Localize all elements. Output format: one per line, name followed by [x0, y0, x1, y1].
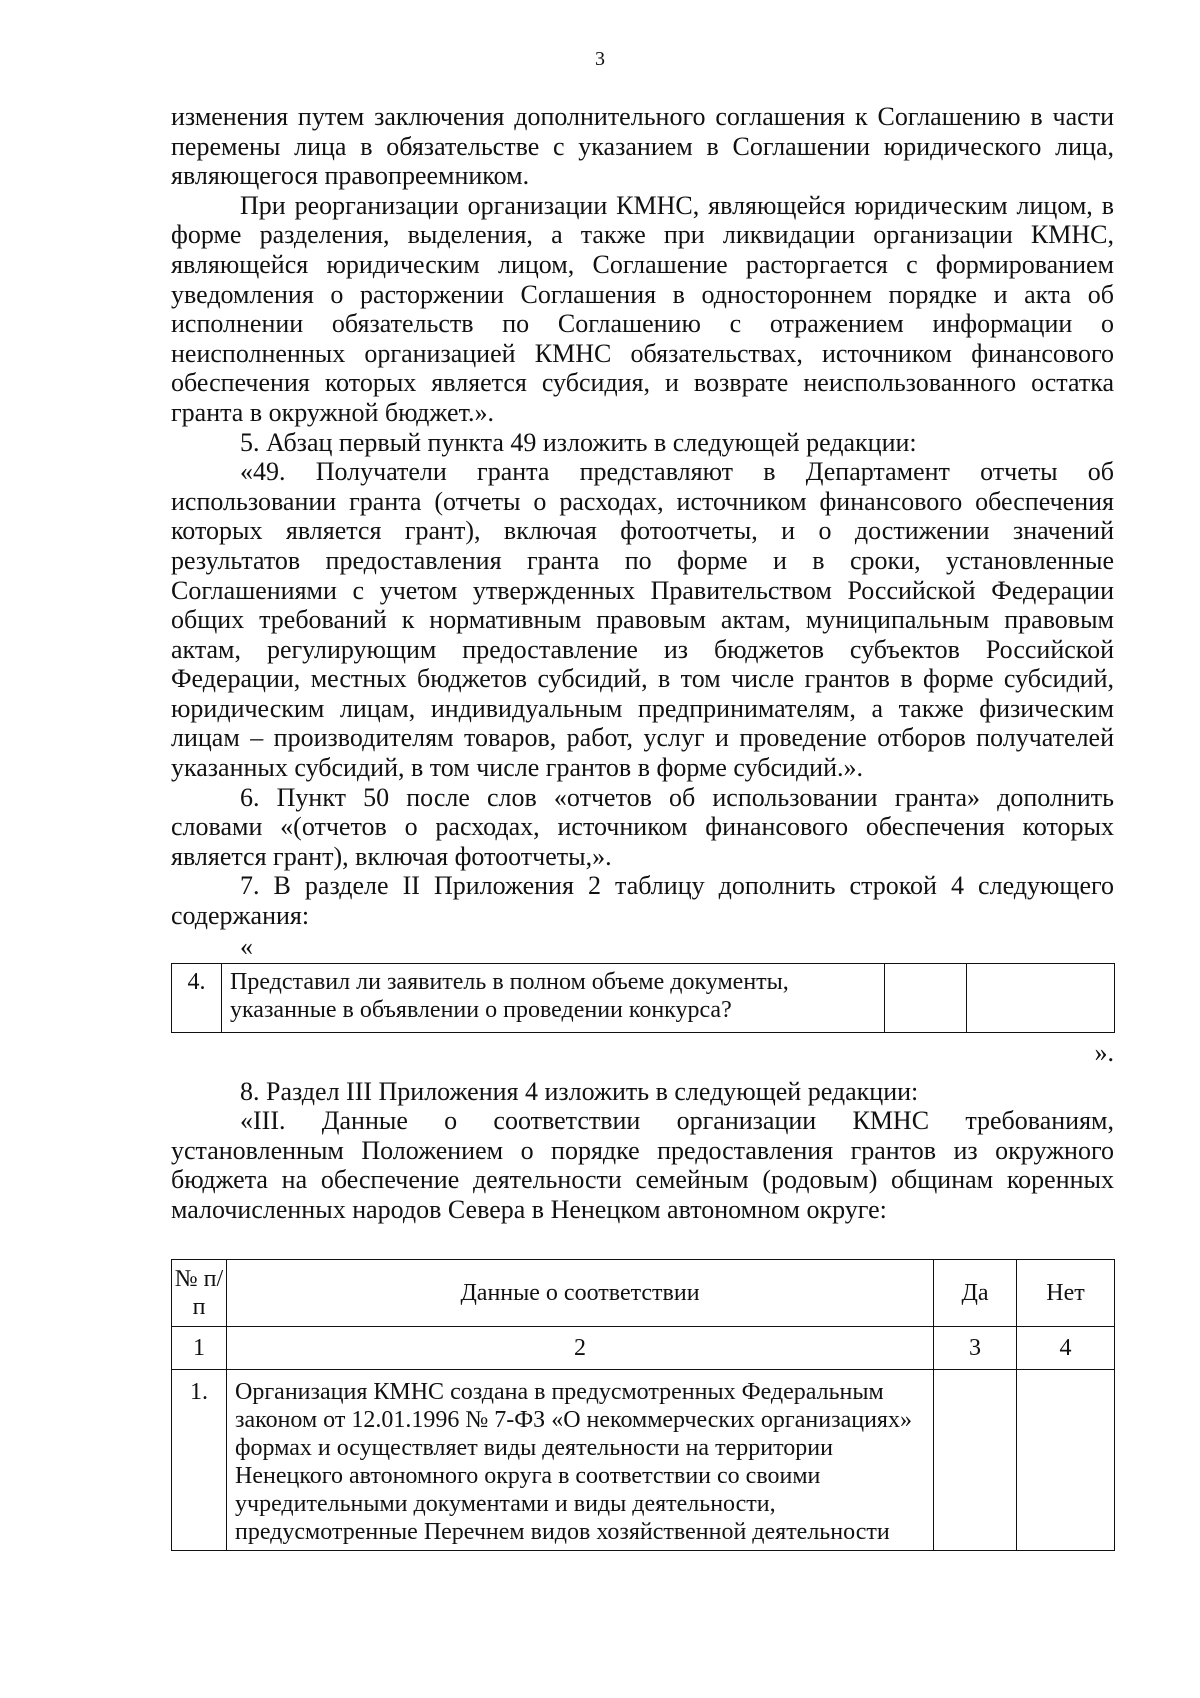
- column-number: 2: [227, 1326, 934, 1369]
- paragraph-item-8: 8. Раздел III Приложения 4 изложить в следующей редакции:: [240, 1076, 919, 1106]
- table-header-row: [172, 1259, 1115, 1326]
- appendix-2-row-table: [171, 963, 1115, 1033]
- header-data: Данные о соответствии: [227, 1259, 934, 1326]
- paragraph-item-5: 5. Абзац первый пункта 49 изложить в следующей редакции:: [240, 427, 917, 457]
- paragraph-continuation: изменения путем заключения дополнительного соглашения к Соглашению в части перемены лица в обязательстве с указанием в Соглашении юридического лица, являющегося правопреемником.: [171, 102, 1114, 191]
- header-no: Нет: [1017, 1259, 1115, 1326]
- open-quote: «: [240, 931, 253, 961]
- table-row: [172, 963, 1115, 1032]
- paragraph-item-6: 6. Пункт 50 после слов «отчетов об использовании гранта» дополнить словами «(отчетов о расходах, источником финансового обеспечения которых является грант), включая фотоотчеты,».: [171, 782, 1114, 871]
- table-row: [172, 1369, 1115, 1550]
- row-text: Организация КМНС создана в предусмотренных Федеральным законом от 12.01.1996 № 7-ФЗ «О некоммерческих организациях» формах и осуществляет виды деятельности на территории Ненецкого автономного округа в соответствии со своими учредительными документами и виды деятельности, предусмотренные Перечнем видов хозяйственной деятельности: [227, 1369, 934, 1550]
- close-quote: ».: [1094, 1037, 1114, 1067]
- column-number: 3: [934, 1326, 1017, 1369]
- column-number: 1: [172, 1326, 227, 1369]
- column-number: 4: [1017, 1326, 1115, 1369]
- paragraph-clause-49: «49. Получатели гранта представляют в Департамент отчеты об использовании гранта (отчеты о расходах, источником финансового обеспечения которых является грант), включая фотоотчеты, и о достижении значений результатов предоставления гранта по форме и в сроки, установленные Соглашениями с учетом утвержденных Правительством Российской Федерации общих требований к нормативным правовым актам, муниципальным правовым актам, регулирующим предоставление из бюджетов субъектов Российской Федерации, местных бюджетов субсидий, в том числе грантов в форме субсидий, юридическим лицам, индивидуальным предпринимателям, а также физическим лицам – производителям товаров, работ, услуг и проведение отборов получателей указанных субсидий, в том числе грантов в форме субсидий.».: [171, 457, 1114, 783]
- page-number: 3: [595, 48, 605, 70]
- paragraph-reorganization: При реорганизации организации КМНС, являющейся юридическим лицом, в форме разделения, выделения, а также при ликвидации организации КМНС, являющейся юридическим лицом, Соглашение расторгается с формированием уведомления о расторжении Соглашения в одностороннем порядке и акта об исполнении обязательств по Соглашению с отражением информации о неисполненных организацией КМНС обязательствах, источником финансового обеспечения которых является субсидия, и возврате неиспользованного остатка гранта в окружной бюджет.».: [171, 190, 1114, 427]
- row-no-cell: [1017, 1369, 1115, 1550]
- compliance-table: [171, 1259, 1115, 1551]
- row-col3-cell: [885, 963, 967, 1032]
- row-col4-cell: [967, 963, 1115, 1032]
- paragraph-section-3: «III. Данные о соответствии организации КМНС требованиям, установленным Положением о порядке предоставления грантов из окружного бюджета на обеспечение деятельности семейным (родовым) общинам коренных малочисленных народов Севера в Ненецком автономном округе:: [171, 1106, 1114, 1224]
- header-yes: Да: [934, 1259, 1017, 1326]
- row-yes-cell: [934, 1369, 1017, 1550]
- row-number: 1.: [172, 1369, 227, 1550]
- column-numbers-row: [172, 1326, 1115, 1369]
- row-number: 4.: [172, 963, 222, 1032]
- header-number: № п/п: [172, 1259, 227, 1326]
- row-text: Представил ли заявитель в полном объеме документы, указанные в объявлении о проведении конкурса?: [222, 963, 885, 1032]
- paragraph-item-7: 7. В разделе II Приложения 2 таблицу дополнить строкой 4 следующего содержания:: [171, 871, 1114, 931]
- document-body: [171, 102, 1114, 1551]
